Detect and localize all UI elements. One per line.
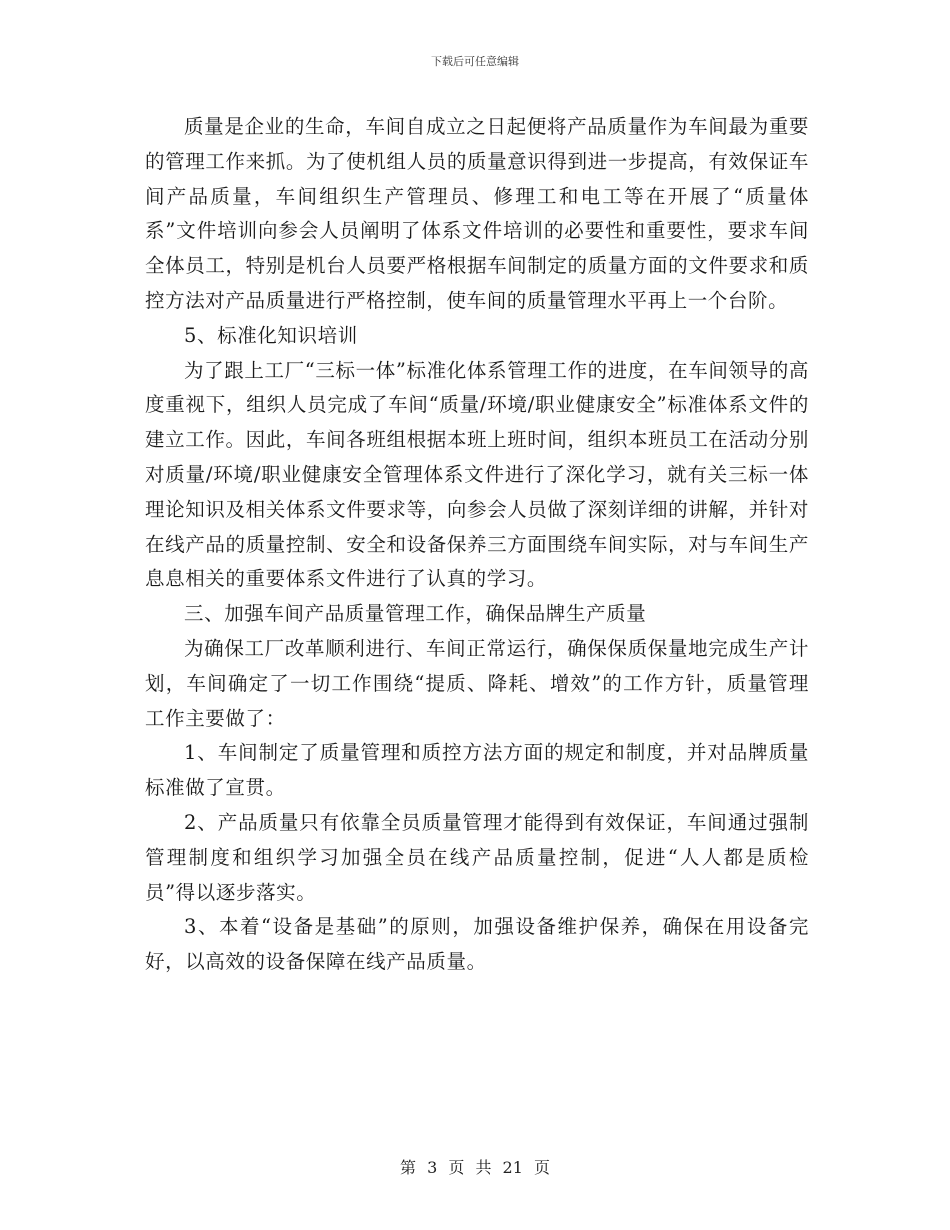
- section-heading-quality-management: 三、加强车间产品质量管理工作，确保品牌生产质量: [184, 602, 647, 626]
- page-header: 下载后可任意编辑: [431, 55, 519, 68]
- list-item-1: 1、车间制定了质量管理和质控方法方面的规定和制度，并对品牌质量标准做了宣贯。: [145, 741, 809, 800]
- list-item-3: 3、本着“设备是基础”的原则，加强设备维护保养，确保在用设备完好，以高效的设备保障在线产品质量。: [145, 915, 809, 974]
- document-body: [145, 110, 809, 980]
- list-item-2: 2、产品质量只有依靠全员质量管理才能得到有效保证，车间通过强制管理制度和组织学习加强全员在线产品质量控制，促进“人人都是质检员”得以逐步落实。: [145, 810, 809, 904]
- heading-standardization-training: 5、标准化知识培训: [184, 323, 358, 347]
- page-footer: 第 3 页 共 21 页: [400, 1158, 550, 1177]
- paragraph-standardization: 为了跟上工厂“三标一体”标准化体系管理工作的进度，在车间领导的高度重视下，组织人员完成了车间“质量/环境/职业健康安全”标准体系文件的建立工作。因此，车间各班组根据本班上班时间，组织本班员工在活动分别对质量/环境/职业健康安全管理体系文件进行了深化学习，就有关三标一体理论知识及相关体系文件要求等，向参会人员做了深刻详细的讲解，并针对在线产品的质量控制、安全和设备保养三方面围绕车间实际，对与车间生产息息相关的重要体系文件进行了认真的学习。: [145, 358, 809, 591]
- paragraph-quality-intro: 质量是企业的生命，车间自成立之日起便将产品质量作为车间最为重要的管理工作来抓。为了使机组人员的质量意识得到进一步提高，有效保证车间产品质量，车间组织生产管理员、修理工和电工等在开展了“质量体系”文件培训向参会人员阐明了体系文件培训的必要性和重要性，要求车间全体员工，特别是机台人员要严格根据车间制定的质量方面的文件要求和质控方法对产品质量进行严格控制，使车间的质量管理水平再上一个台阶。: [145, 115, 809, 312]
- paragraph-production-plan: 为确保工厂改革顺利进行、车间正常运行，确保保质保量地完成生产计划，车间确定了一切工作围绕“提质、降耗、增效”的工作方针，质量管理工作主要做了：: [145, 636, 809, 730]
